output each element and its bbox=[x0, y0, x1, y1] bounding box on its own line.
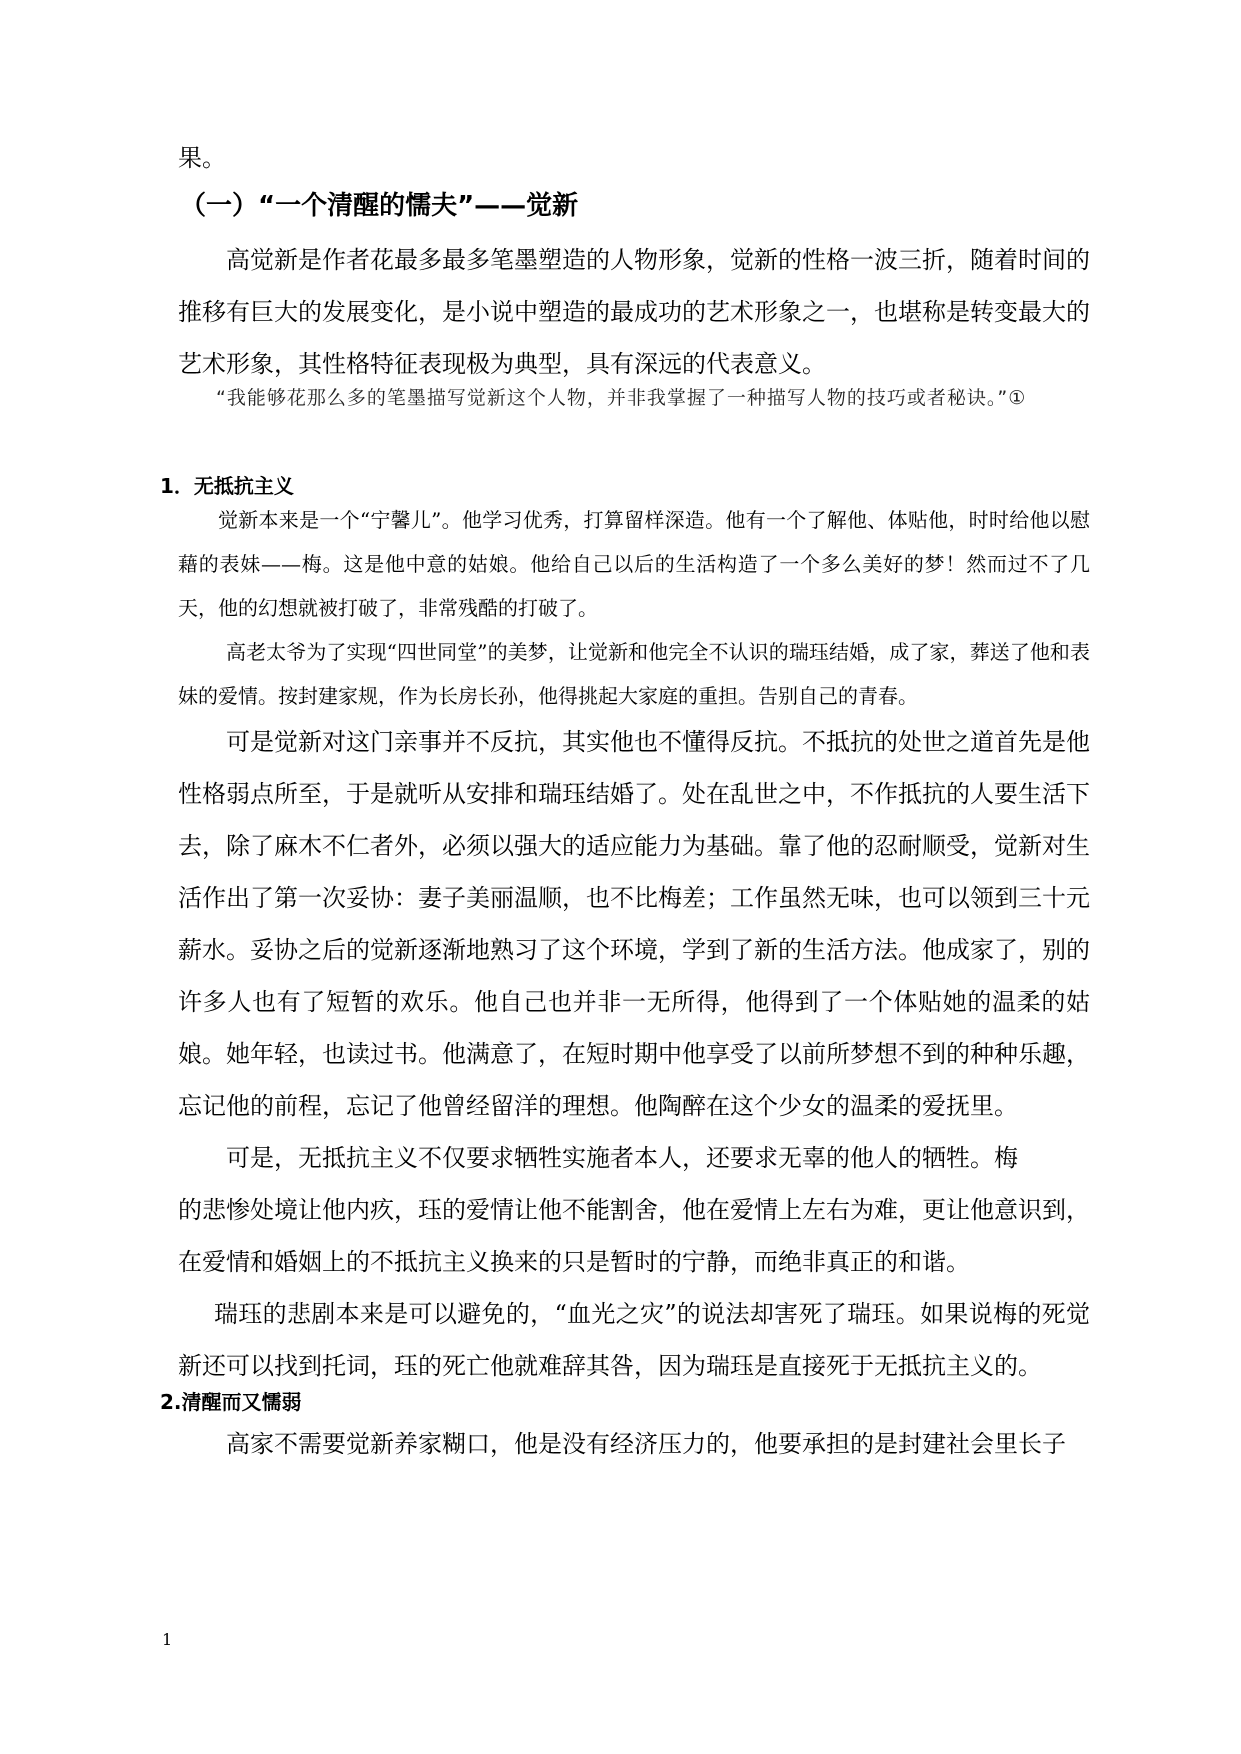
paragraph-4-line-1: 可是，无抵抗主义不仅要求牺牲实施者本人，还要求无辜的他人的牺牲。梅 bbox=[226, 1144, 1018, 1172]
page-number: 1 bbox=[162, 1630, 173, 1649]
paragraph-3: 可是觉新对这门亲事并不反抗，其实他也不懂得反抗。不抵抗的处世之道首先是他性格弱点所至，于是就听从安排和瑞珏结婚了。处在乱世之中，不作抵抗的人要生活下去，除了麻木不仁者外，必须以强大的适应能力为基础。靠了他的忍耐顺受，觉新对生活作出了第一次妥协：妻子美丽温顺，也不比梅差；工作虽然无味，也可以领到三十元薪水。妥协之后的觉新逐渐地熟习了这个环境，学到了新的生活方法。他成家了，别的许多人也有了短暂的欢乐。他自己也并非一无所得，他得到了一个体贴她的温柔的姑娘。她年轻，也读过书。他满意了，在短时期中他享受了以前所梦想不到的种种乐趣，忘记他的前程，忘记了他曾经留洋的理想。他陶醉在这个少女的温柔的爱抚里。 bbox=[178, 728, 1090, 1120]
quote-paragraph: “我能够花那么多的笔墨描写觉新这个人物，并非我掌握了一种描写人物的技巧或者秘诀。”① bbox=[216, 387, 1027, 409]
carryover-line: 果。 bbox=[178, 144, 226, 172]
paragraph-4-rest: 的悲惨处境让他内疚，珏的爱情让他不能割舍，他在爱情上左右为难，更让他意识到，在爱情和婚姻上的不抵抗主义换来的只是暂时的宁静，而绝非真正的和谐。 bbox=[178, 1196, 1090, 1276]
section-heading: （一）“一个清醒的懦夫”——觉新 bbox=[180, 191, 579, 221]
intro-paragraph: 高觉新是作者花最多最多笔墨塑造的人物形象，觉新的性格一波三折，随着时间的推移有巨大的发展变化，是小说中塑造的最成功的艺术形象之一，也堪称是转变最大的艺术形象，其性格特征表现极为典型，具有深远的代表意义。 bbox=[178, 246, 1090, 378]
subsection-heading-2: 2.清醒而又懦弱 bbox=[160, 1390, 302, 1414]
paragraph-5: 瑞珏的悲剧本来是可以避免的，“血光之灾”的说法却害死了瑞珏。如果说梅的死觉新还可以找到托词，珏的死亡他就难辞其咎，因为瑞珏是直接死于无抵抗主义的。 bbox=[178, 1300, 1090, 1380]
paragraph-1: 觉新本来是一个“宁馨儿”。他学习优秀，打算留样深造。他有一个了解他、体贴他，时时给他以慰藉的表妹——梅。这是他中意的姑娘。他给自己以后的生活构造了一个多么美好的梦！然而过不了几天，他的幻想就被打破了，非常残酷的打破了。 bbox=[178, 508, 1090, 620]
paragraph-6: 高家不需要觉新养家糊口，他是没有经济压力的，他要承担的是封建社会里长子 bbox=[226, 1430, 1066, 1458]
subsection-heading-1: 1．无抵抗主义 bbox=[160, 474, 294, 498]
paragraph-2: 高老太爷为了实现“四世同堂”的美梦，让觉新和他完全不认识的瑞珏结婚，成了家，葬送了他和表妹的爱情。按封建家规，作为长房长孙，他得挑起大家庭的重担。告别自己的青春。 bbox=[178, 640, 1090, 708]
